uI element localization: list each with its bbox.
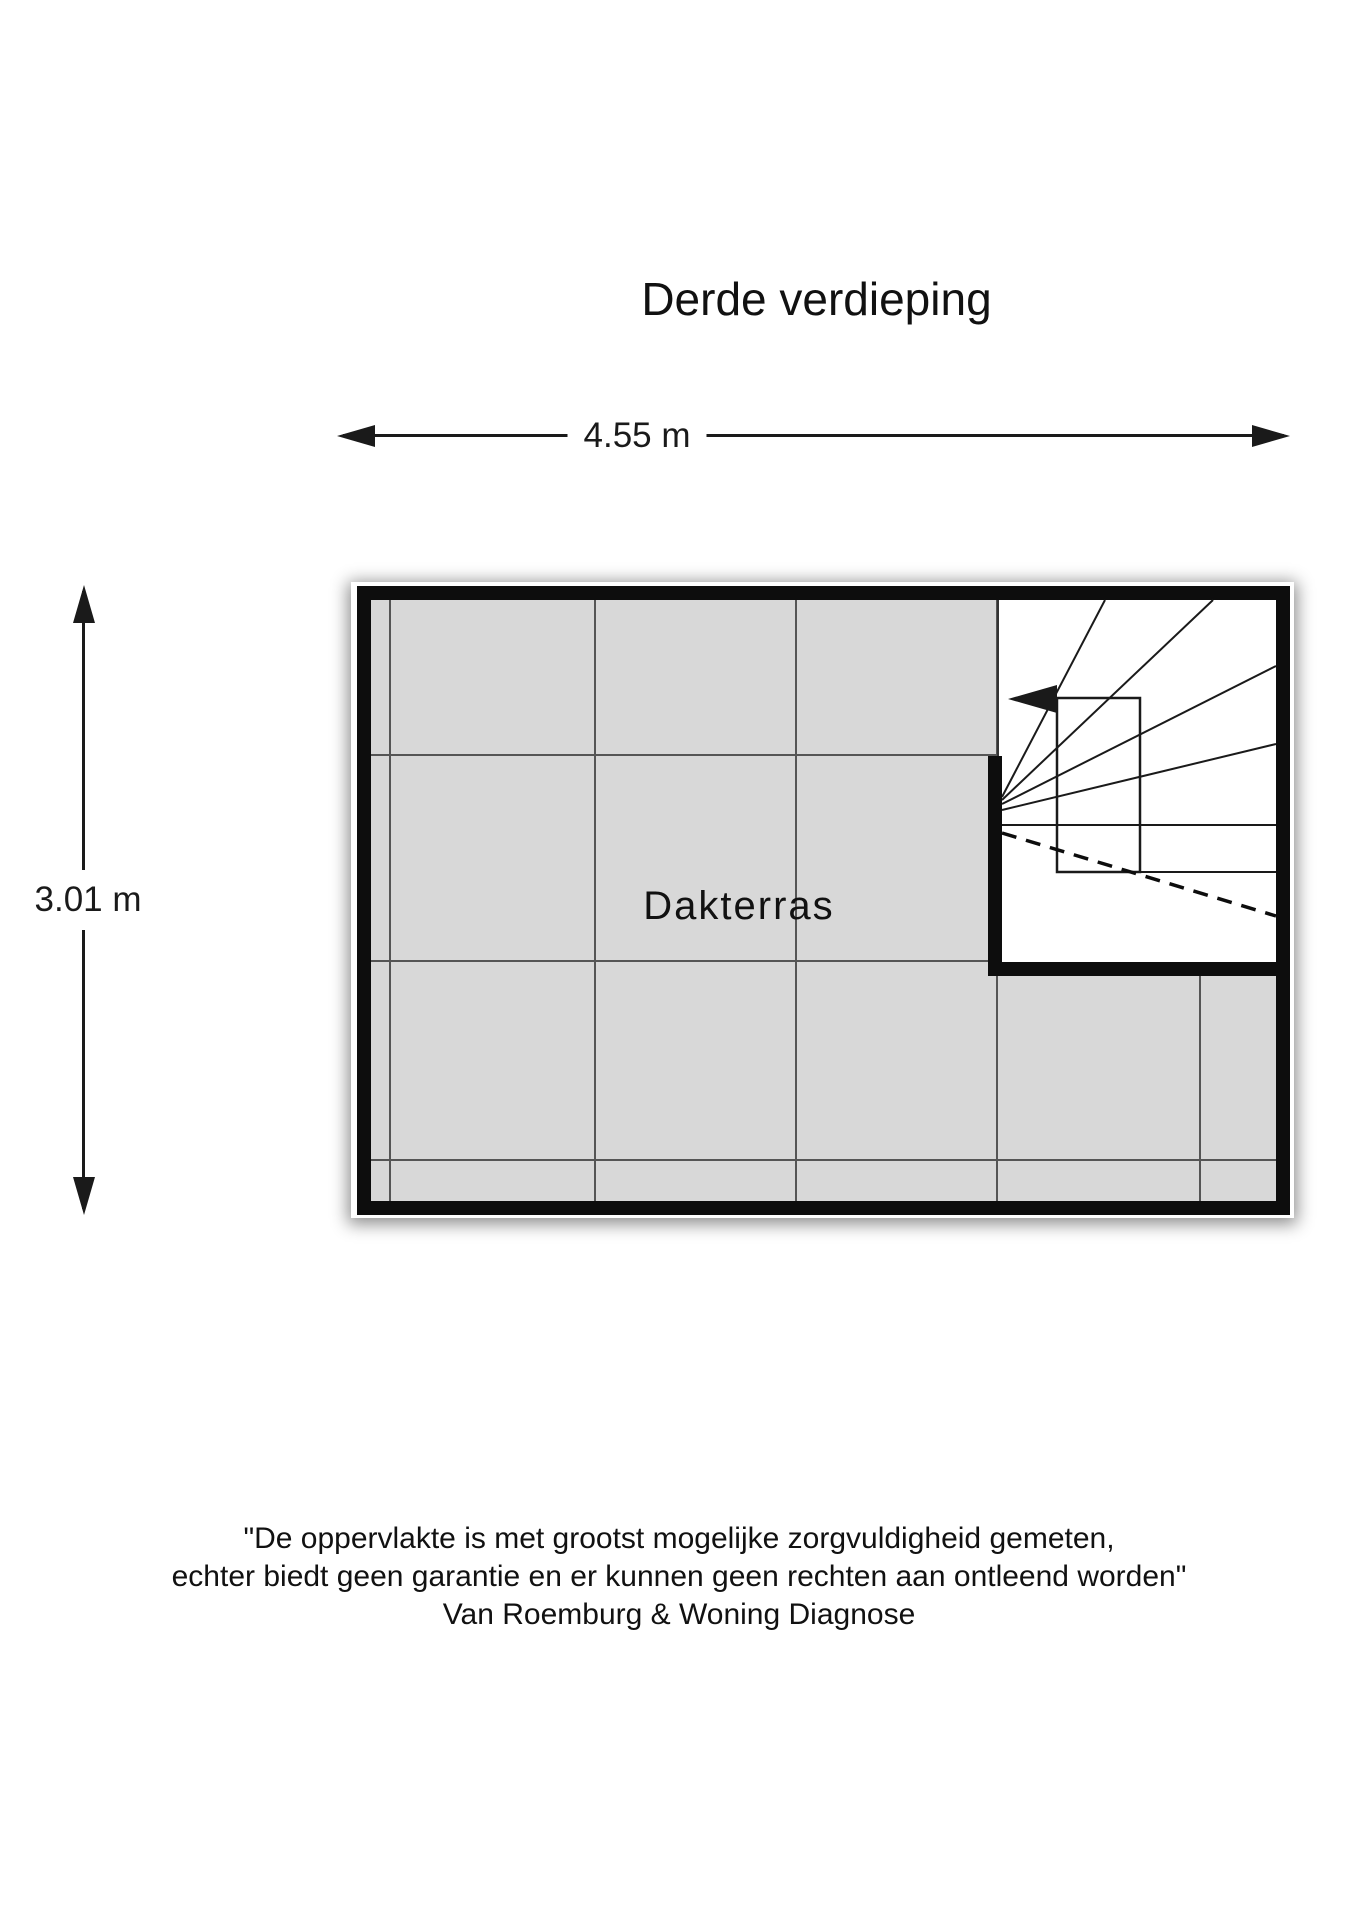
arrow-right-icon bbox=[1252, 425, 1290, 447]
stairwell-left-wall bbox=[988, 756, 1002, 976]
width-dimension-line bbox=[343, 434, 1284, 437]
disclaimer-line-3: Van Roemburg & Woning Diagnose bbox=[442, 1598, 916, 1631]
width-dimension-label: 4.55 m bbox=[568, 414, 707, 458]
height-dimension bbox=[34, 585, 142, 1215]
arrow-left-icon bbox=[337, 425, 375, 447]
room-label: Dakterras bbox=[643, 884, 835, 928]
stairwell-area bbox=[998, 600, 1276, 962]
disclaimer-line-1: "De oppervlakte is met grootst mogelijke zorgvuldigheid gemeten, bbox=[243, 1522, 1115, 1555]
arrow-up-icon bbox=[73, 585, 95, 623]
floorplan-drawing bbox=[350, 580, 1298, 1222]
stairwell-bottom-wall bbox=[988, 962, 1290, 976]
arrow-down-icon bbox=[73, 1177, 95, 1215]
disclaimer-line-2: echter biedt geen garantie en er kunnen geen rechten aan ontleend worden" bbox=[171, 1560, 1187, 1593]
disclaimer bbox=[0, 1520, 1358, 1634]
width-dimension bbox=[337, 416, 1290, 455]
height-dimension-label: 3.01 m bbox=[29, 870, 148, 930]
floor-title: Derde verdieping bbox=[641, 273, 992, 325]
